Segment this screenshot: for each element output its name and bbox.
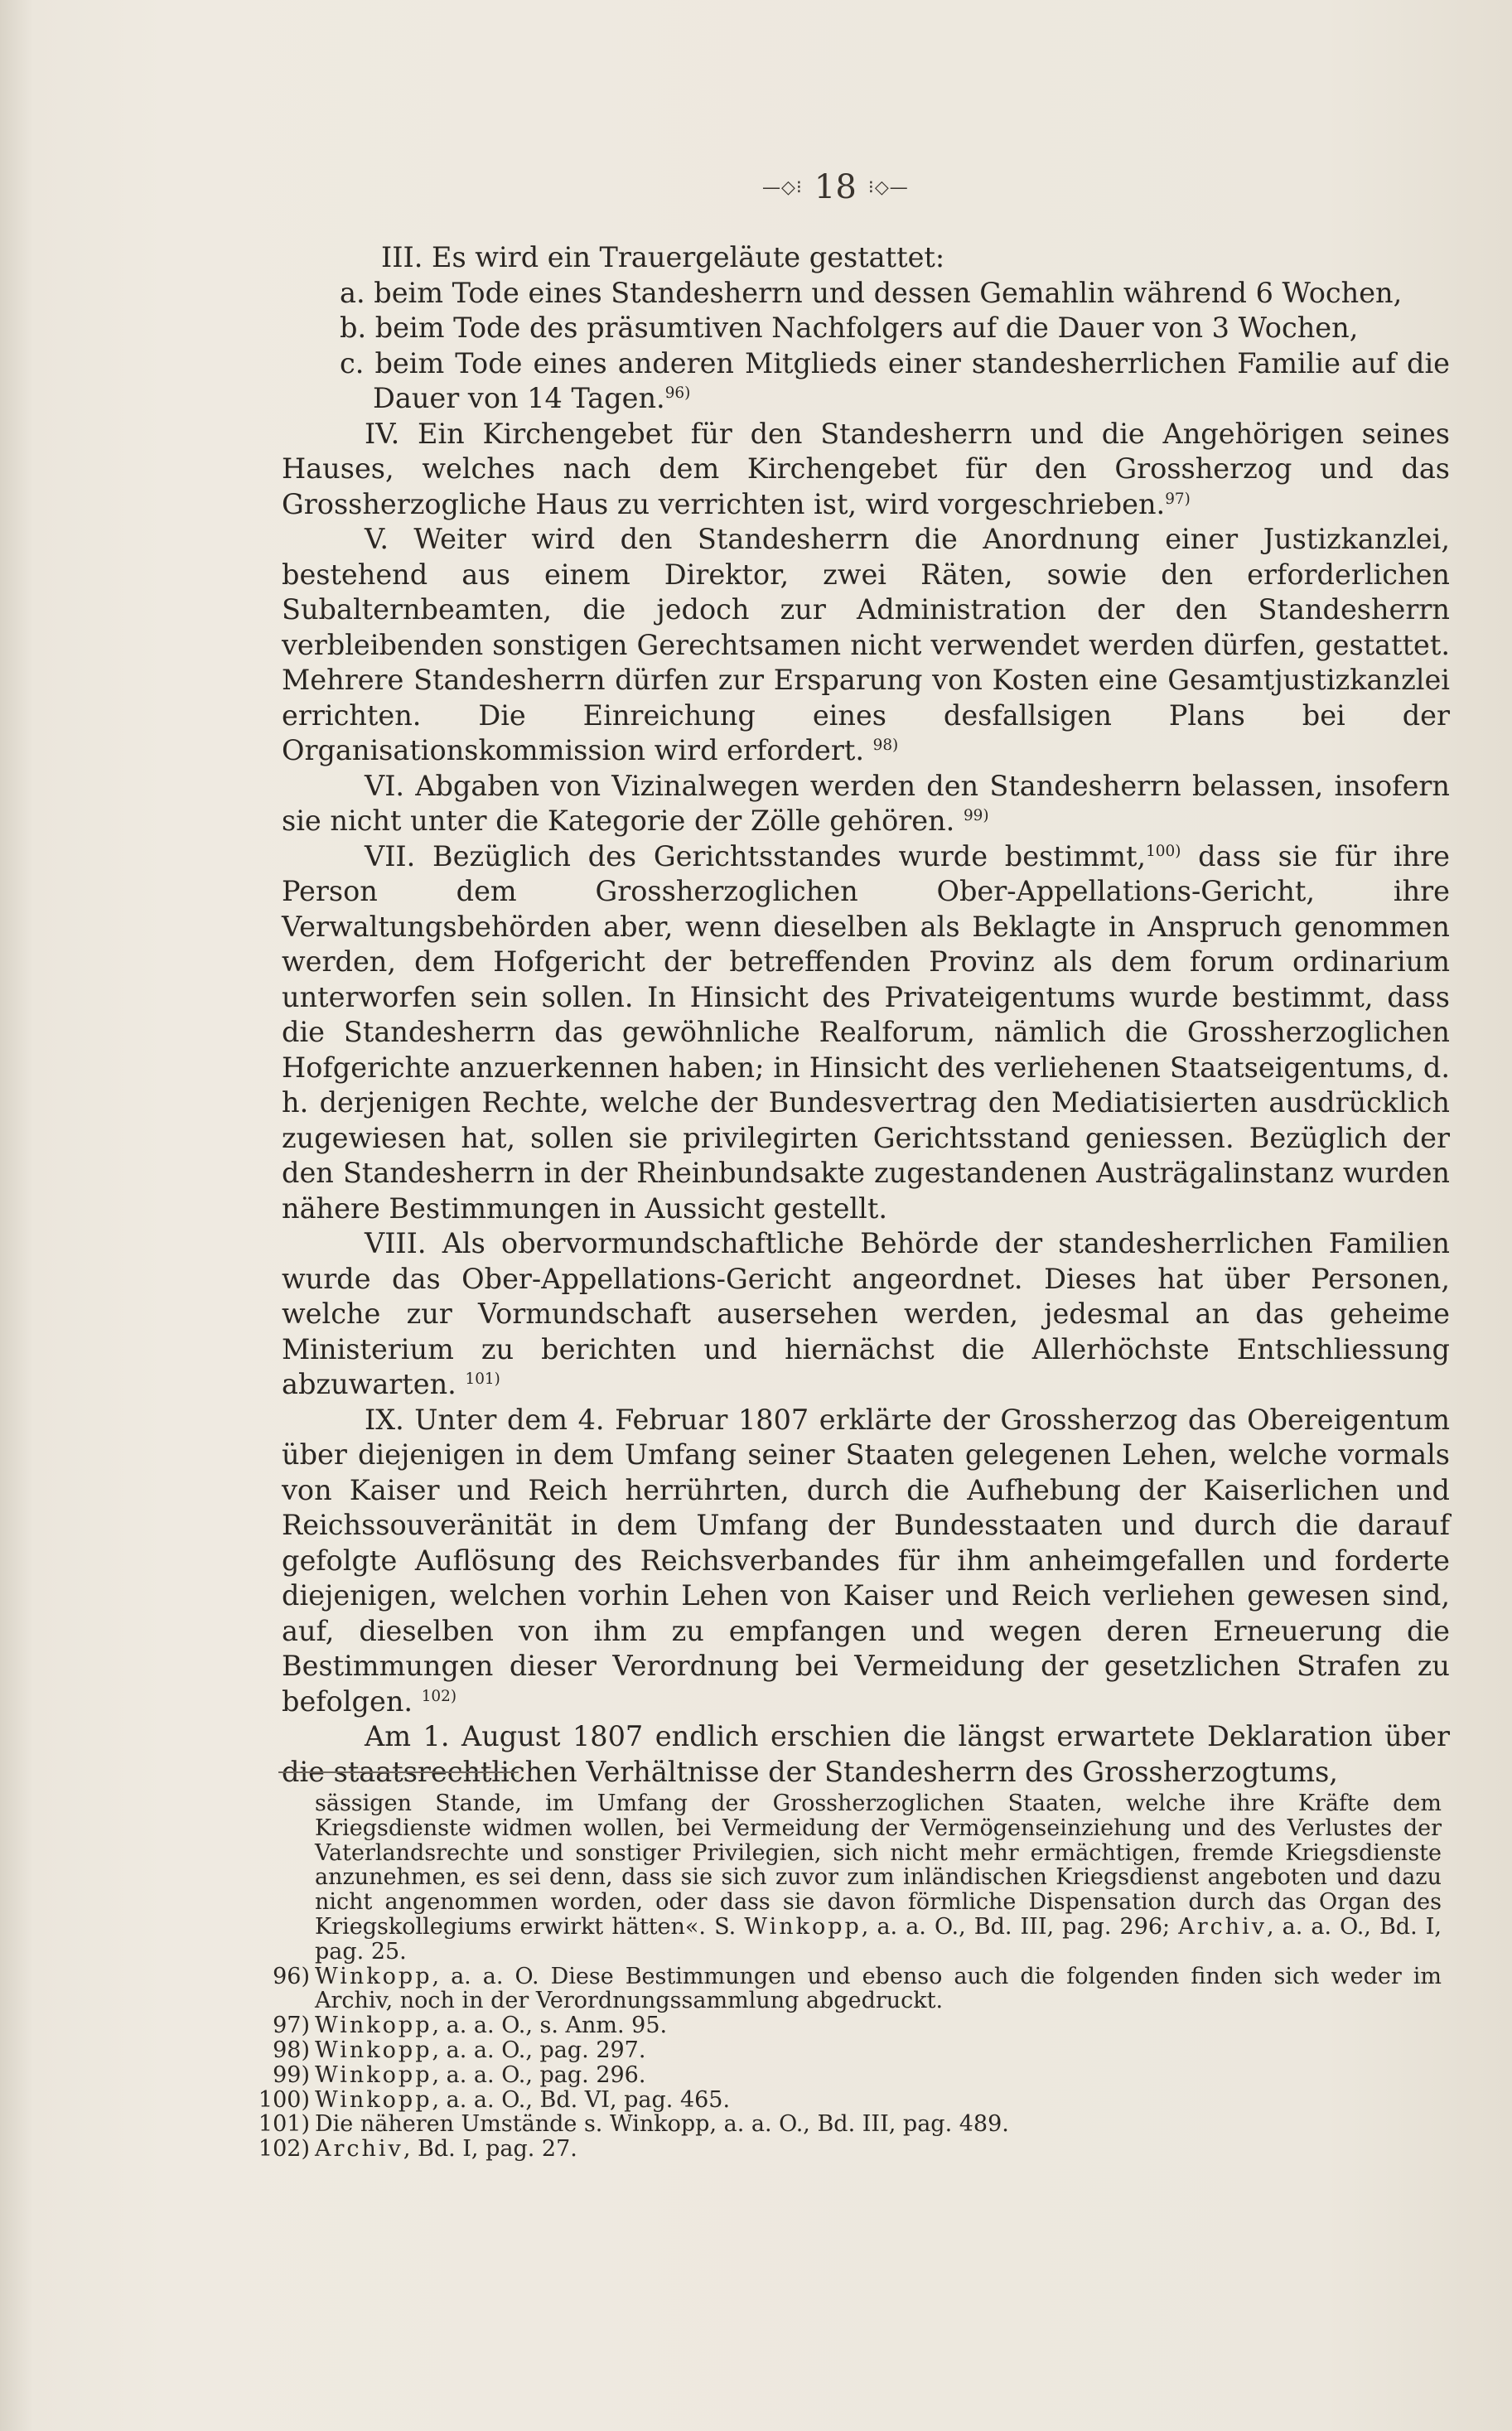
list-item-a: a. beim Tode eines Standesherrn und dessen Gemahlin während 6 Wochen, xyxy=(340,276,1403,309)
footnote-text: , a. a. O., s. Anm. 95. xyxy=(432,2013,668,2039)
footnote-text: , a. a. O. Diese Bestimmungen und ebenso auch die folgenden finden sich weder im Archiv, noch in der Verordnungssammlung abgedruckt. xyxy=(315,1963,1442,2014)
continuation-cite-b: , a. a. O., Bd. III, pag. 296; xyxy=(861,1913,1171,1940)
footnote-author: Winkopp xyxy=(315,2086,432,2113)
footnote-ref-100: 100) xyxy=(1146,842,1181,860)
section-v-text: V. Weiter wird den Standesherrn die Anordnung einer Justizkanzlei, bestehend aus einem Direktor, zwei Räten, sowie den erforderlichen Subalternbeamten, die jedoch zur Administration der den Standesherrn verbleibenden sonstigen Gerechtsamen nicht verwendet werden dürfen, gestattet. Mehrere Standesherrn dürfen zur Ersparung von Kosten eine Gesamtjustizkanzlei errichten. Die Einreichung eines desfallsigen Plans bei der Organisationskommission wird erfordert. xyxy=(282,523,1450,766)
footnote-text: , a. a. O., pag. 297. xyxy=(432,2037,646,2063)
footnote-text: , a. a. O., Bd. III, pag. 489. xyxy=(709,2111,1009,2138)
footnote-ref-99: 99) xyxy=(963,806,989,824)
section-vii-text-b: dass sie für ihre Person dem Grossherzoglichen Ober-Appellations-Gericht, ihre Verwaltungsbehörden aber, wenn dieselben als Beklagte in Anspruch genommen werden, dem Hofgericht der betreffenden Provinz als dem forum ordinarium unterworfen sein sollen. In Hinsicht des Privateigentums wurde bestimmt, dass die Standesherrn das gewöhnliche Realforum, nämlich die Grossherzoglichen Hofgerichte anzuerkennen haben; in Hinsicht des verliehenen Staatseigentums, d. h. derjenigen Rechte, welche der Bundesvertrag den Mediatisierten ausdrücklich zugewiesen hat, sollen sie privilegirten Gerichtsstand geniessen. Bezüglich der den Standesherrn in der Rheinbundsakte zugestandenen Austrägalinstanz wurden nähere Bestimmungen in Aussicht gestellt. xyxy=(282,839,1450,1225)
section-viii-text: VIII. Als obervormundschaftliche Behörde der standesherrlichen Familien wurde das Ober-Appellations-Gericht angeordnet. Dieses hat über Personen, welche zur Vormundschaft ausersehen werden, jedesmal an das geheime Ministerium zu berichten und hiernächst die Allerhöchste Entschliessung abzuwarten. xyxy=(282,1227,1450,1400)
list-item-c-text: c. beim Tode eines anderen Mitglieds einer standesherrlichen Familie auf die Dauer von 14 Tagen. xyxy=(340,346,1450,414)
section-v xyxy=(282,522,1450,769)
footnote-author: Winkopp xyxy=(315,2037,432,2063)
section-ix xyxy=(282,1403,1450,1720)
section-iv xyxy=(282,417,1450,523)
continuation-cite-a: S. xyxy=(714,1913,737,1940)
footnote-author: Die näheren Umstände s. Winkopp xyxy=(315,2111,710,2138)
list-item-b: b. beim Tode des präsumtiven Nachfolgers auf die Dauer von 3 Wochen, xyxy=(340,312,1359,344)
footnote-99 xyxy=(249,2063,1442,2088)
section-vii xyxy=(282,839,1450,1227)
footnote-author: Winkopp xyxy=(315,1963,432,1989)
continuation-cite-c: , a. a. O., Bd. I, pag. 25. xyxy=(315,1913,1442,1965)
section-iv-text: IV. Ein Kirchengebet für den Standesherrn und die Angehörigen seines Hauses, welches nach dem Kirchengebet für den Grossherzog und das Grossherzogliche Haus zu verrichten ist, wird vorgeschrieben. xyxy=(282,417,1450,520)
closing-paragraph: Am 1. August 1807 endlich erschien die längst erwartete Deklaration über die staatsrechtlichen Verhältnisse der Standesherrn des Grossherzogtums, xyxy=(282,1720,1450,1788)
footnote-102 xyxy=(249,2137,1442,2162)
footnote-author: Archiv xyxy=(315,2136,403,2163)
section-vii-text-a: VII. Bezüglich des Gerichtsstandes wurde bestimmt, xyxy=(365,839,1147,872)
continuation-author: Winkopp xyxy=(744,1913,862,1940)
footnote-ref-102: 102) xyxy=(421,1687,457,1705)
footnote-96 xyxy=(249,1965,1442,2014)
footnote-continuation xyxy=(249,1791,1442,1965)
section-vi-text: VI. Abgaben von Vizinalwegen werden den Standesherrn belassen, insofern sie nicht unter die Kategorie der Zölle gehören. xyxy=(282,769,1450,837)
footnote-author: Winkopp xyxy=(315,2061,432,2088)
footnote-ref-101: 101) xyxy=(465,1370,500,1388)
footnote-number: 100) xyxy=(258,2086,310,2113)
footnote-98 xyxy=(249,2038,1442,2063)
footnotes xyxy=(249,1791,1442,2162)
continuation-archiv: Archiv xyxy=(1178,1913,1268,1940)
continuation-text: sässigen Stande, im Umfang der Grossherzoglichen Staaten, welche ihre Kräfte dem Kriegsdienste widmen wollen, bei Vermeidung der Vermögenseinziehung und des Verlustes der Vaterlandsrechte und sonstiger Privilegien, sich nicht mehr ermächtigen, fremde Kriegsdienste anzunehmen, es sei denn, dass sie sich zuvor zum inländischen Kriegsdienst angeboten und dazu nicht angenommen worden, oder dass sie davon förmliche Dispensation durch das Organ des Kriegskollegiums erwirkt hätten«. xyxy=(315,1791,1442,1940)
page-header xyxy=(762,162,1011,212)
footnote-text: , a. a. O., Bd. VI, pag. 465. xyxy=(432,2086,731,2113)
ornament-left: —◇⁝ xyxy=(762,176,803,198)
list-item-c xyxy=(340,346,1450,417)
section-ix-text: IX. Unter dem 4. Februar 1807 erklärte der Grossherzog das Obereigentum über diejenigen in dem Umfang seiner Staaten gelegenen Lehen, welche vormals von Kaiser und Reich herrührten, durch die Aufhebung der Kaiserlichen und Reichssouveränität in dem Umfang der Bundesstaaten und durch die darauf gefolgte Auflösung des Reichsverbandes für ihm anheimgefallen und forderte diejenigen, welchen vorhin Lehen von Kaiser und Reich verliehen gewesen sind, auf, dieselben von ihm zu empfangen und wegen deren Erneuerung die Bestimmungen dieser Verordnung bei Vermeidung der gesetzlichen Strafen zu befolgen. xyxy=(282,1403,1450,1718)
footnote-number: 102) xyxy=(258,2136,310,2163)
footnote-text: , Bd. I, pag. 27. xyxy=(403,2136,577,2163)
footnote-number: 96) xyxy=(273,1963,310,1989)
section-vi xyxy=(282,769,1450,839)
footnote-ref-97: 97) xyxy=(1165,490,1191,508)
page-number: 18 xyxy=(814,168,857,206)
footnote-97 xyxy=(249,2013,1442,2038)
footnote-number: 99) xyxy=(273,2061,310,2088)
footnote-101 xyxy=(249,2112,1442,2137)
footnote-ref-96: 96) xyxy=(664,384,691,402)
section-viii xyxy=(282,1226,1450,1403)
footnote-text: , a. a. O., pag. 296. xyxy=(432,2061,646,2088)
mourning-list xyxy=(282,276,1450,417)
section-iii: III. Es wird ein Trauergeläute gestattet: xyxy=(381,241,945,273)
footnote-number: 98) xyxy=(273,2037,310,2063)
footnote-separator xyxy=(278,1771,519,1773)
footnote-ref-98: 98) xyxy=(872,736,899,754)
footnote-number: 101) xyxy=(258,2111,310,2138)
footnote-100 xyxy=(249,2088,1442,2113)
footnote-author: Winkopp xyxy=(315,2013,432,2039)
ornament-right: ⁝◇— xyxy=(867,176,909,198)
main-text xyxy=(282,240,1450,1790)
footnote-number: 97) xyxy=(273,2013,310,2039)
